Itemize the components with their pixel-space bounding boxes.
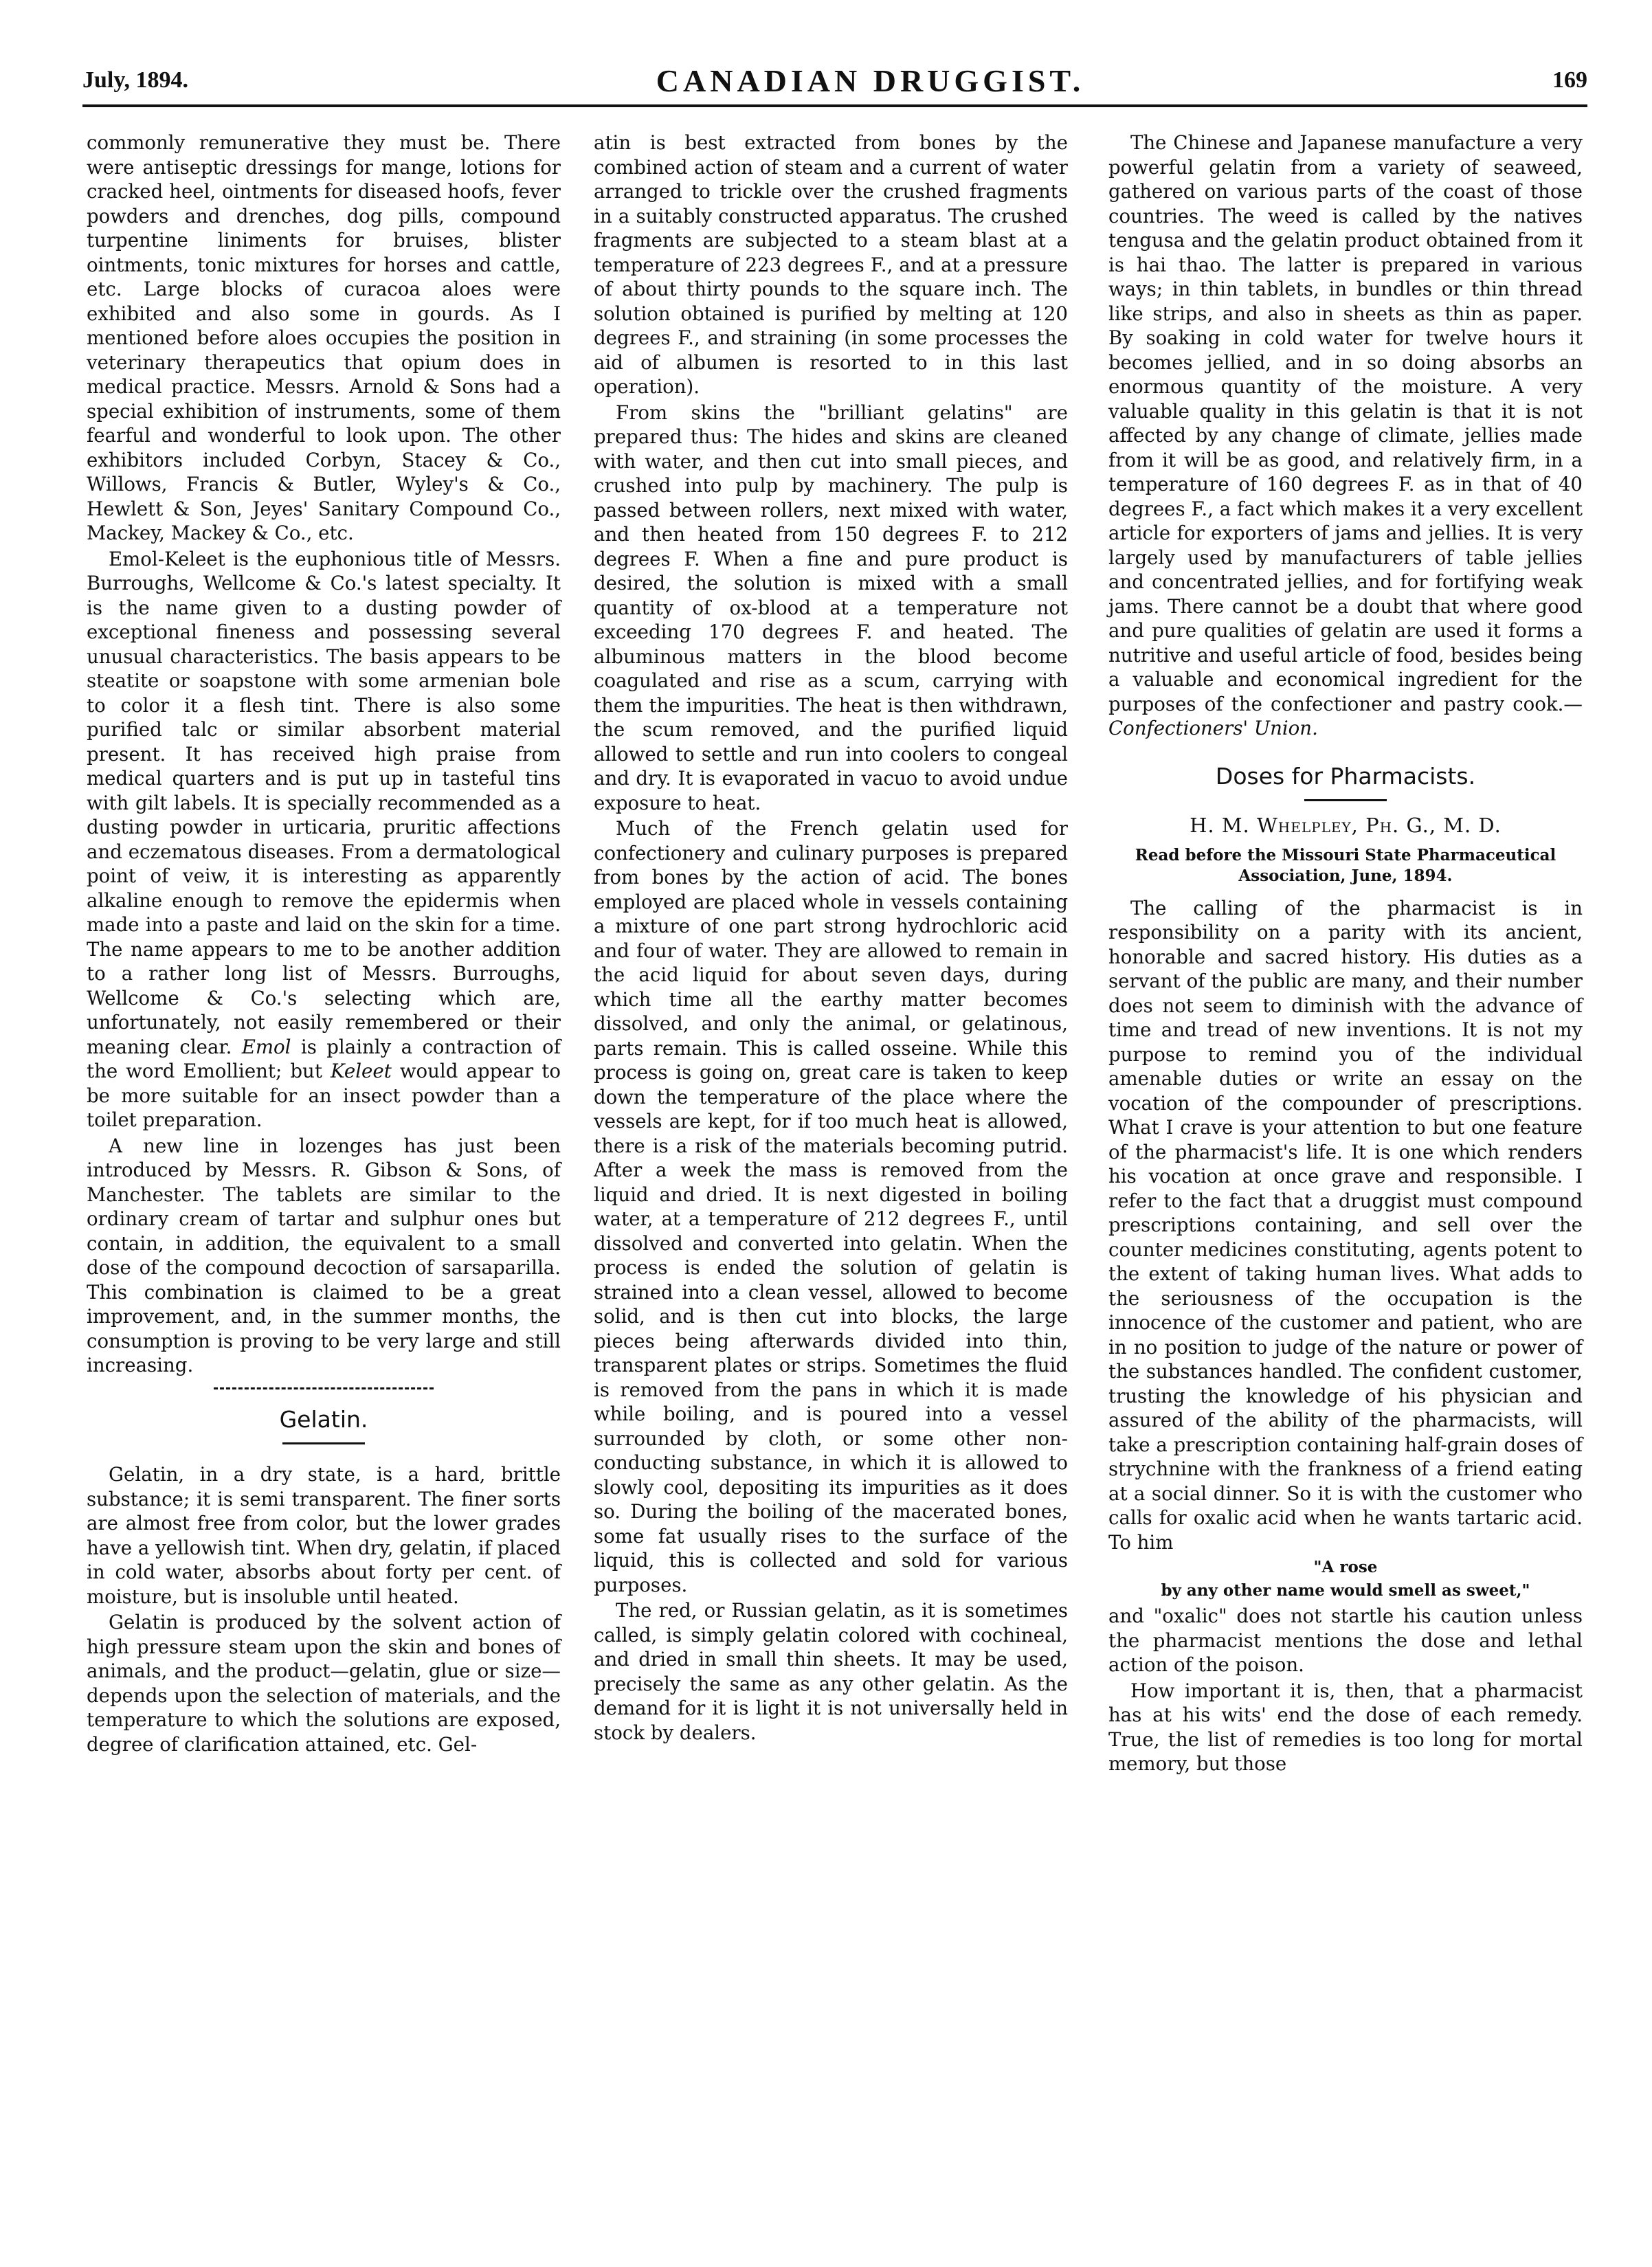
column-1 (87, 131, 561, 1756)
column-3 (1108, 131, 1583, 1776)
heading-gelatin: Gelatin. (279, 1405, 368, 1433)
chinese-japanese-text: The Chinese and Japanese manufacture a very powerful gelatin from a variety of seaweed, gathered on various parts of the coast of those countries. The weed is called by the natives tengusa and the gelatin product obtained from it is hai thao. The latter is prepared in various ways; in thin tablets, in bundles or thin thread like strips, and also in sheets as thin as paper. By soaking in cold water for twelve hours it becomes jellied, and in so doing absorbs an enormous quantity of the moisture. A very valuable quality in this gelatin is that it is not affected by any change of climate, jellies made from it will be as good, and relatively firm, in a temperature of 160 degrees F. as in that of 40 degrees F., a fact which makes it a very excellent article for exporters of jams and jellies. It is very largely used by manufacturers of table jellies and concentrated jellies, and for fortifying weak jams. There cannot be a doubt that where good and pure qualities of gelatin are used it forms a nutritive and useful article of food, besides being a valuable and economical ingredient for the purposes of the confectioner and pastry cook.— (1108, 131, 1583, 715)
paragraph-gelatin-production: Gelatin is produced by the solvent action of high pressure steam upon the skin and bones of animals, and the product—gelatin, glue or size—depends upon the selection of materials, and the temperature to which the solutions are exposed, degree of clarification attained, etc. Gel- (87, 1611, 561, 1756)
paragraph-gelatin-dry-state: Gelatin, in a dry state, is a hard, brittle substance; it is semi transparent. The finer sorts are almost free from color, but the lower grades have a yellowish tint. When dry, gelatin, if placed in cold water, absorbs about forty per cent. of moisture, but is insoluble until heated. (87, 1463, 561, 1608)
paragraph-chinese-japanese (1108, 131, 1583, 741)
emol-keleet-text-c: would appear to be more suitable for an insect powder than a toilet preparation. (87, 1060, 561, 1131)
quote-line-1: "A rose (1313, 1558, 1378, 1576)
section-divider (214, 1387, 434, 1389)
paragraph-veterinary-exhibits: commonly remunerative they must be. There were antiseptic dressings for mange, lotions for cracked heel, ointments for diseased hoofs, fever powders and drenches, dog pills, compound turpentine liniments for bruises, blister ointments, tonic mixtures for horses and cattle, etc. Large blocks of curacoa aloes were exhibited and also some in gourds. As I mentioned before aloes occupies the position in veterinary therapeutics that opium does in medical practice. Messrs. Arnold & Sons had a special exhibition of instruments, some of them fearful and wonderful to look upon. The other exhibitors included Corbyn, Stacey & Co., Willows, Francis & Butler, Wyley's & Co., Hewlett & Son, Jeyes' Sanitary Compound Co., Mackey, Mackey & Co., etc. (87, 131, 561, 544)
heading-rule (282, 1442, 365, 1444)
emol-keleet-text-a: Emol-Keleet is the euphonious title of Messrs. Burroughs, Wellcome & Co.'s latest specialty. It is the name given to a dusting powder of exceptional fineness and possessing several unusual characteristics. The basis appears to be steatite or soapstone with some armenian bole to color it a flesh tint. There is also some purified talc or similar absorbent material present. It has received high praise from medical quarters and is put up in tasteful tins with gilt labels. It is specially recommended as a dusting powder in urticaria, pruritic affections and eczematous diseases. From a dermatological point of veiw, it is interesting as apparently alkaline enough to remove the epidermis when made into a paste and laid on the skin for a time. The name appears to me to be another addition to a rather long list of Messrs. Burroughs, Wellcome & Co.'s selecting which are, unfortunately, not easily remembered or their meaning clear. (87, 547, 561, 1058)
paragraph-french-gelatin: Much of the French gelatin used for confectionery and culinary purposes is prepared from bones by the action of acid. The bones employed are placed whole in vessels containing a mixture of one part strong hydrochloric acid and four of water. They are allowed to remain in the acid liquid for about seven days, during which time all the earthy matter becomes dissolved, and only the animal, or gelatinous, parts remain. This is called osseine. While this process is going on, great care is taken to keep down the temperature of the place where the vessels are kept, for if too much heat is allowed, there is a risk of the materials becoming putrid. After a week the mass is removed from the liquid and dried. It is next digested in boiling water, at a temperature of 212 degrees F., until dissolved and converted into gelatin. When the process is ended the solution of gelatin is strained into a clean vessel, allowed to become solid, and is then cut into blocks, the large pieces being afterwards divided into thin, transparent plates or strips. Sometimes the fluid is removed from the pans in which it is made while boiling, and is poured into a vessel surrounded by cloth, or some other non-conducting substance, in which it is allowed to slowly cool, depositing its impurities as it does so. During the boiling of the macerated bones, some fat usually rises to the surface of the liquid, this is collected and sold for various purposes. (594, 817, 1068, 1596)
publication-title: CANADIAN DRUGGIST. (656, 63, 1085, 98)
paragraph-russian-gelatin: The red, or Russian gelatin, as it is sometimes called, is simply gelatin colored with cochineal, and dried in small thin sheets. It may be used, precisely the same as any other gelatin. As the demand for it is light it is not universally held in stock by dealers. (594, 1599, 1068, 1744)
heading-doses: Doses for Pharmacists. (1215, 762, 1476, 790)
paragraph-lozenges: A new line in lozenges has just been introduced by Messrs. R. Gibson & Sons, of Manchester. The tablets are similar to the ordinary cream of tartar and sulphur ones but contain, in addition, the equivalent to a small dose of the compound decoction of sarsaparilla. This combination is claimed to be a great improvement, and, in the summer months, the consumption is proving to be very large and still increasing. (87, 1134, 561, 1376)
paragraph-extraction: atin is best extracted from bones by the combined action of steam and a current of water arranged to trickle over the crushed fragments in a suitably constructed apparatus. The crushed fragments are subjected to a steam blast at a temperature of 223 degrees F., and at a pressure of about thirty pounds to the square inch. The solution obtained is purified by melting at 120 degrees F., and straining (in some processes the aid of albumen is resorted to in this last operation). (594, 131, 1068, 398)
quote-line-2: by any other name would smell as sweet," (1161, 1581, 1530, 1600)
emol-keleet-text-b: is plainly a contraction of the word Emollient; but (87, 1035, 561, 1082)
paragraph-how-important: How important it is, then, that a pharmacist has at his wits' end the dose of each remedy. True, the list of remedies is too long for mortal memory, but those (1108, 1679, 1583, 1775)
paragraph-calling-of-pharmacist: The calling of the pharmacist is in responsibility on a parity with its ancient, honorable and sacred history. His duties as a servant of the public are many, and their number does not seem to diminish with the advance of time and tread of new inventions. It is not my purpose to remind you of the individual amenable duties or write an essay on the vocation of the compounder of prescriptions. What I crave is your attention to but one feature of the pharmacist's life. It is one which renders his vocation at once grave and responsible. I refer to the fact that a druggist must compound prescriptions containing, and sell over the counter medicines constituting, agents potent to the extent of taking human lives. What adds to the seriousness of the occupation is the innocence of the customer and patient, who are in no position to judge of the nature or power of the substances handled. The confident customer, trusting the knowledge of his physician and assured of the ability of the pharmacists, will take a prescription containing half-grain doses of strychnine with the frankness of a friend eating at a social dinner. So it is with the customer who calls for oxalic acid when he wants tartaric acid. To him (1108, 896, 1583, 1554)
page-header (82, 56, 1587, 107)
read-before-note: Read before the Missouri State Pharmaceutical Association, June, 1894. (1135, 845, 1556, 885)
page-number: 169 (1552, 67, 1587, 93)
emol-word: Emol (241, 1035, 291, 1058)
author-byline: H. M. Whelpley, Ph. G., M. D. (1190, 814, 1502, 837)
issue-date: July, 1894. (82, 67, 188, 93)
column-2 (594, 131, 1068, 1745)
keleet-word: Keleet (331, 1060, 392, 1082)
paragraph-oxalic: and "oxalic" does not startle his caution unless the pharmacist mentions the dose and lethal action of the poison. (1108, 1605, 1583, 1676)
paragraph-brilliant-gelatins: From skins the "brilliant gelatins" are prepared thus: The hides and skins are cleaned with water, and then cut into small pieces, and crushed into pulp by machinery. The pulp is passed between rollers, next mixed with water, and then heated from 150 degrees F. to 212 degrees F. When a fine and pure product is desired, the solution is mixed with a small quantity of ox-blood at a temperature not exceeding 170 degrees F. and heated. The albuminous matters in the blood become coagulated and rise as a scum, carrying with them the impurities. The heat is then withdrawn, the scum removed, and the purified liquid allowed to settle and run into coolers to congeal and dry. It is evaporated in vacuo to avoid undue exposure to heat. (594, 401, 1068, 814)
source-attribution: Confectioners' Union. (1108, 717, 1318, 739)
heading-rule (1304, 799, 1387, 801)
paragraph-emol-keleet (87, 547, 561, 1132)
